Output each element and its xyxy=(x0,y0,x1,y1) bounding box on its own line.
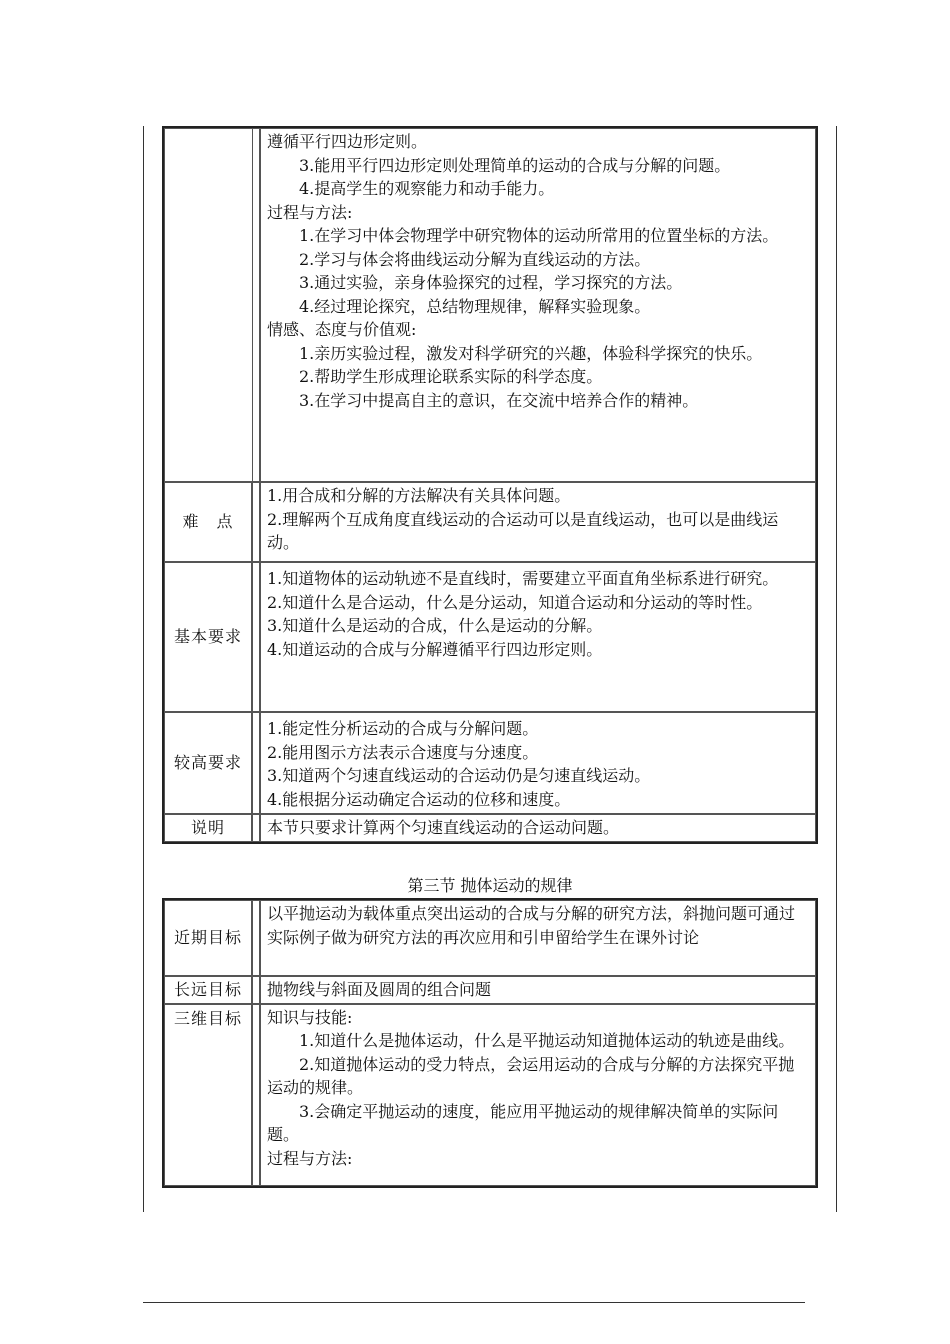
table-row xyxy=(164,814,816,842)
table-row xyxy=(164,900,816,976)
row-content xyxy=(260,482,816,562)
list-item: 过程与方法: xyxy=(267,1148,353,1168)
row-label: 三维目标 xyxy=(164,1004,252,1186)
row-content xyxy=(260,814,816,842)
right-margin-line xyxy=(836,126,837,1212)
list-item: 1.能定性分析运动的合成与分解问题。 xyxy=(267,719,539,738)
list-item: 以平抛运动为载体重点突出运动的合成与分解的研究方法，斜抛问题可通过实际例子做为研究方法的再次应用和引申留给学生在课外讨论 xyxy=(267,904,796,947)
list-item: 2.学习与体会将曲线运动分解为直线运动的方法。 xyxy=(299,249,651,269)
list-item: 4.能根据分运动确定合运动的位移和速度。 xyxy=(267,789,571,809)
list-item: 抛物线与斜面及圆周的组合问题 xyxy=(267,980,492,999)
list-item: 本节只要求计算两个匀速直线运动的合运动问题。 xyxy=(267,818,620,837)
list-item: 过程与方法: xyxy=(267,202,353,222)
table-row xyxy=(164,1004,816,1186)
list-item: 1.亲历实验过程，激发对科学研究的兴趣，体验科学探究的快乐。 xyxy=(299,343,763,363)
objectives-table-1 xyxy=(162,126,818,844)
list-item: 3.会确定平抛运动的速度，能应用平抛运动的规律解决简单的实际问题。 xyxy=(267,1101,779,1144)
list-item: 1.知道什么是抛体运动，什么是平抛运动知道抛体运动的轨迹是曲线。 xyxy=(299,1031,795,1050)
footer-rule xyxy=(143,1302,805,1303)
left-margin-line xyxy=(143,126,144,1212)
continued-content-cell xyxy=(260,128,816,482)
list-item: 4.经过理论探究，总结物理规律，解释实验现象。 xyxy=(299,296,651,316)
row-content xyxy=(260,562,816,712)
objectives-table-2 xyxy=(162,898,818,1188)
list-item: 1.在学习中体会物理学中研究物体的运动所常用的位置坐标的方法。 xyxy=(299,226,779,245)
row-label: 长远目标 xyxy=(164,976,252,1004)
three-dim-lines xyxy=(267,1006,809,1171)
list-item: 1.用合成和分解的方法解决有关具体问题。 xyxy=(267,486,571,505)
list-item: 情感、态度与价值观: xyxy=(267,320,417,339)
continued-lines xyxy=(267,130,809,412)
list-item: 1.知道物体的运动轨迹不是直线时，需要建立平面直角坐标系进行研究。 xyxy=(267,569,779,588)
row-content xyxy=(260,976,816,1004)
list-item: 3.能用平行四边形定则处理简单的运动的合成与分解的问题。 xyxy=(299,155,731,175)
list-item: 遵循平行四边形定则。 xyxy=(267,132,428,151)
list-item: 知识与技能: xyxy=(267,1007,353,1027)
list-item: 2.帮助学生形成理论联系实际的科学态度。 xyxy=(299,367,603,386)
row-content xyxy=(260,712,816,814)
list-item: 2.能用图示方法表示合速度与分速度。 xyxy=(267,742,539,762)
list-item: 4.知道运动的合成与分解遵循平行四边形定则。 xyxy=(267,639,603,659)
row-label: 说明 xyxy=(164,814,252,842)
row-label: 较高要求 xyxy=(164,712,252,814)
row-label xyxy=(164,128,252,482)
table-row xyxy=(164,562,816,712)
list-item: 3.通过实验，亲身体验探究的过程，学习探究的方法。 xyxy=(299,273,683,292)
row-content xyxy=(260,900,816,976)
section-title: 第三节 抛体运动的规律 xyxy=(407,876,573,895)
list-item: 4.提高学生的观察能力和动手能力。 xyxy=(299,179,555,198)
table-row xyxy=(164,482,816,562)
row-label: 基本要求 xyxy=(164,562,252,712)
list-item: 3.知道两个匀速直线运动的合运动仍是匀速直线运动。 xyxy=(267,766,651,785)
list-item: 3.知道什么是运动的合成，什么是运动的分解。 xyxy=(267,616,603,635)
list-item: 2.理解两个互成角度直线运动的合运动可以是直线运动，也可以是曲线运动。 xyxy=(267,509,779,552)
row-label: 近期目标 xyxy=(164,900,252,976)
row-content xyxy=(260,1004,816,1186)
row-label: 难 点 xyxy=(164,482,252,562)
list-item: 3.在学习中提高自主的意识，在交流中培养合作的精神。 xyxy=(299,390,699,410)
list-item: 2.知道什么是合运动，什么是分运动，知道合运动和分运动的等时性。 xyxy=(267,592,763,612)
table-row xyxy=(164,712,816,814)
list-item: 2.知道抛体运动的受力特点，会运用运动的合成与分解的方法探究平抛运动的规律。 xyxy=(267,1054,795,1097)
table-row xyxy=(164,128,816,482)
table-row xyxy=(164,976,816,1004)
